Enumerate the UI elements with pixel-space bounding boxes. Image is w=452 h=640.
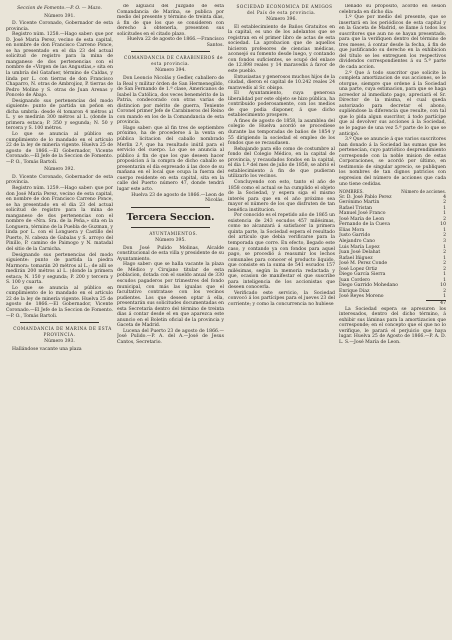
notice-body: A fines de agosto de 1858, la asamblea del colegio de Huelva acordó se procediese durante las temporadas de baños de 1854 y 55 dirigiendo la sociedad el empleo de los fondos que se recaudasen. (228, 118, 335, 147)
notice-number: Número 395. (155, 238, 186, 244)
notice-body: 1.º Que por medio del presente, que se insertará en los periódicos de esta capital y en la Gaceta de Madrid, se llame á todos los suscritores que aun no se hayan presentado, para que la verifiquen dentro del término de tres meses, á contar desde la fecha, á fin de que justificando su derecho en la exhibicion del título se les entreguen los respectivos dividendos correspondientes á su 5.ª parte de cada accion. (339, 15, 446, 71)
shareholder-name: Manuel José Franco (339, 211, 386, 217)
divider (20, 322, 99, 323)
notice-issuer: D. Vicente Coronado, Gobernador de esta provincia. (6, 21, 113, 32)
notice-body: Registro núm. 1259.—Hago saber: que por don José María Perez, vecino de esta capital, en nombre de don Francisco Carreno Ponce, se ha presentado en el dia 23 del actual solicitud de registro para la mina de manganeso de dos pertenencias con el nombre de «Nra. Sra. de la Peña,» sita en la Longuera, término de la Puebla de Guzman, y linda por L. con el Longuera y Castillo del Puerto, N. cabeza de Gabalas y S. arroyo del Pinillo, P. camino de Paimogo y N. matadal del sitio de la Carnicha. (6, 185, 113, 252)
notice-body: El Ayuntamiento, cuya generosa liberalidad por este objeto se hizo pública, ha contribuido poderosamente, con los medios de que podia disponer, á que dicho establecimiento prospere. (228, 91, 335, 119)
shares-total: 47 (426, 300, 446, 307)
notice-body: La Sociedad espera se apresuren los interesados, dentro del dicho término, á exhibir sus láminas para la amortizacion que corresponde; en el concepto que el que no lo verifique, le parará el perjuicio que haya lugar. Huelva 25 de Agosto de 1866.—P. A. D. L. S.—José María de Leon. (339, 306, 446, 345)
shareholder-shares: 2 (443, 233, 446, 239)
notice-number: Número 392. (44, 167, 75, 173)
notice-body: Rebajando para ello como de costumbre al fondo del Colegio Médico, en la capital de provincia, y recaudados fondos en la capital, el dia 1.º del mes de julio de 1858, se abrió el establecimiento á fin de que pudieran utilizarlo los vecinos. (228, 146, 335, 180)
column-2 (117, 4, 224, 640)
shareholder-shares: 1 (443, 205, 446, 211)
section-heading: SOCIEDAD ECONÓMICA DE AMIGOS del País de esta provincia. (236, 4, 333, 15)
notice-body: 2.º Que á todo suscritor que solicite la completa amortizacion de sus acciones, se le otorgue, siempre que ordene á la Sociedad una parte, cuya estimacion, para que se haga acreedor al inmediato pago, apreciará el Sr. Director de la misma, el cual queda autorizado para decretar el abono, supliéndose la diferencia que resulte, con tal que lo pida algun suscritor, á todo partícipe que al devolver sus acciones á la Sociedad, se le pague de una vez 5.ª parte de lo que se anticipó. (339, 70, 446, 137)
notice-number: Número 391. (44, 13, 75, 19)
notice-body: Verificado este servicio, la Sociedad convocó á los partícipes para el jueves 23 del corriente; y como la concurrencia no hubiese (228, 290, 335, 307)
shareholder-name: Elias Mora (339, 227, 365, 233)
notice-number: Número 396. (266, 17, 297, 23)
column-3 (228, 4, 335, 640)
shareholder-name: Rafael Iñiguez (339, 255, 373, 261)
notice-number: Número 394. (155, 68, 186, 74)
shareholder-shares: 10 (440, 283, 446, 289)
notice-body: Designando sus pertenencias del modo siguiente: punto de partida la piedra Marmora: tomarán 20 métros al L.; de allí se medirán 200 métros al L. (donde la primera estaca; N. 150 y segunda; P. 200 y tercera y S. 100 y cuarta. (6, 252, 113, 286)
notice-body: Hago saber: que se halla vacante la plaza de Médico y Cirujano titular de esta poblacion, dotada con el sueldo anual de 330 escudos pagaderos por trimestres del fondo municipal, con más las igualas que el facultativo contratase con los vecinos pudientes. Los que deseen optar á ella, presentarán sus solicitudes documentadas en esta Secretaría dentro del término de treinta dias á contar desde el en que aparezca este anuncio en el Boletin oficial de la provincia y Gaceta de Madrid. (117, 262, 224, 329)
section-title: Tercera Seccion. (126, 211, 215, 223)
shareholder-shares: 2 (443, 288, 446, 294)
notice-issuer: Don José Pulido Molinas, Alcalde constitucional de esta villa y presidente de su Ayuntamiento. (117, 245, 224, 262)
shareholder-name: José Reyes Moreno (339, 294, 384, 300)
shareholder-name: José María de Leon (339, 216, 385, 222)
shareholder-shares: 1 (443, 277, 446, 283)
divider (131, 51, 210, 52)
shareholder-shares: 1 (443, 255, 446, 261)
shareholder-name: Alejandro Cano (339, 238, 375, 244)
notice-body: llenado su propósito, acordó en sesion celebrada en dicho dia: (339, 4, 446, 15)
notice-body: Por conocido es el repetido año de 1865 un existencia de 243 escudos 457 milésimas, como no alcanzará á satisfacer la primera quinta parte, la Sociedad espera el resultado del artículo que debia verificarse para la temporada que corre. En efecto, llegado este caso, y contando ya con fondos para aquel pago, se procedió á reasumir los lechos comunales para conocer el producto liquido, que consiste en la suma de 541 escudos 157 milésimas, según la memoria redactada y que, ocasion de manifestar el que suscribe para inteligencia de los accionistas que deseen conocerla. (228, 213, 335, 291)
shareholder-name: Rafael Tristan (339, 205, 373, 211)
notice-body: Lo que se anuncia al público en cumplimiento de lo mandado en el artículo 22 de la ley de minería vigente. Huelva 25 de agosto de 1866.—El Gobernador, Vicente Coronado.—El Jefe de la Seccion de Fomento.—P. O., Tomás Bartoli. (6, 285, 113, 319)
shareholder-shares: 3 (443, 238, 446, 244)
shareholder-name: Juan Cordero (339, 277, 371, 283)
shareholder-name: Fernando de la Cueva (339, 222, 390, 228)
notice-body: Hago saber: que al fin tres de septiembre próximo, ha de procederse á la venta en pública licitacion del caballo nombrado Merlin 2.º, que ha resultado inútil para el servicio del cuerpo. Lo que se anuncia al público á fin de que los que deseen hacer proposicion á la compra de dicho caballo se presentarán el día espresado á las doce de su mañana en el local que ocupa la fuerza del cuerpo residente en esta capital, sita en la calle del Puerto número 47, donde tendrá lugar este acto. (117, 125, 224, 192)
notice-body: Concluyendo con esto, tanto el año de 1858 como el actual se ha cumplido el objeto de la Sociedad, y espera siga el mismo interés para que en el año próximo sea mayor el número de los que disfruten de tan benéfica institucion. (228, 179, 335, 213)
shareholder-shares: 2 (443, 261, 446, 267)
notice-body: Hallándose vacante una plaza (12, 346, 82, 352)
shareholder-name: Justo Garrido (339, 233, 371, 239)
notice-signature: Lucena del Puerto 23 de agosto de 1866.—José Pulido.—P. A. del A.—José de Jesus Cantos, Secretario. (117, 328, 224, 345)
notice-body: Lo que se anuncia al público en cumplimiento de lo mandado en el artículo 22 de la ley de minería vigente. Huelva 25 de agosto de 1866.—El Gobernador, Vicente Coronado.—El Jefe de la Seccion de Fomento.—P. O., Tomás Bartoli. (6, 132, 113, 165)
notice-number: Número 393. (44, 339, 75, 345)
section-heading: AYUNTAMIENTOS. (149, 230, 198, 236)
shareholder-list (339, 195, 446, 300)
shareholder-name: Juan José Delahat (339, 250, 381, 256)
shareholder-shares: 1 (443, 294, 446, 300)
notice-issuer: D. Vicente Coronado, Gobernador de esta provincia. (6, 174, 113, 186)
column-4 (339, 4, 446, 640)
notice-signature: Huelva 23 de agosto de 1866.—Leon de Nicolás. (131, 192, 224, 204)
shareholder-shares: 1 (443, 244, 446, 250)
shareholder-shares: 1 (443, 211, 446, 217)
shareholder-name: Luis María Lopez (339, 244, 380, 250)
shareholder-name: José M. Perez Conde (339, 261, 388, 267)
shareholder-shares: 1 (443, 227, 446, 233)
shareholder-name: Diego Garrido Mohedano (339, 283, 399, 289)
shareholder-shares: 1 (443, 272, 446, 278)
notice-body: Registro núm. 1258.—Hago saber: que por D. José Maria Perez, vecino de esta capital, en nombre de don Francisco Carreno Ponce, se ha presentado en el dia 23 del actual solicitud de registro para la mina de manganeso de dos pertenencias con el nombre de «Virgen de las Angustias,» sita en la umbría del Gatafuer, término de Caldas, y linda por L. con tierras de don Francisco Chaparro, N. otras de Ambrojioz, P. tierras de Pedro Molino y S. otras de Juan Arenas y Poncelo de Abajo. (6, 32, 113, 99)
shareholder-shares: 4 (443, 194, 446, 200)
section-heading: COMANDANCIA DE MARINA DE ESTA PROVINCIA. (13, 326, 112, 337)
section-heading: COMANDANCIA DE CARABINEROS de esta provincia. (124, 55, 223, 66)
divider (131, 227, 210, 228)
shares-heading: Número de acciones. (401, 189, 446, 195)
notice-body: Entusiastas y generosos muchos hijos de la ciudad, dieron el capital de 10.242 reales 24 maravedís al Sr. obispo. (228, 74, 335, 91)
shareholder-shares: 10 (440, 222, 446, 228)
section-label: Seccion de Fomento.—P. O. — Mazo. (17, 6, 102, 11)
names-heading: NOMBRES. (339, 189, 364, 195)
shareholder-name: Diego García Sierra (339, 272, 386, 278)
notice-body: 3.º Que se anuncie á que varios suscritores han donado á la Sociedad las sumas que les pertenecían, cuyo patriótico desprendimiento corresponde con la noble mision de estas Corporaciones, se acordó por último, en testimonio de singular aprecio, se publiquen los nombres de tan dignos patricios con espresion del número de acciones que cada uno tiene cedidas. (339, 137, 446, 187)
shareholder-name: José Lopez Ortiz (339, 266, 378, 272)
divider (131, 207, 210, 208)
notice-signature: Huelva 22 de agosto de 1866.—Francisco Santos. (127, 37, 224, 48)
notice-body: de alguacil del Juzgado de esta Comandancia de Marina, se publica por medio del presente y término de treinta días, á fin de que los que se consideren con derecho á obtenerla, presenten sus solicitudes en el citado plazo. (117, 4, 224, 37)
shareholder-shares: 2 (443, 266, 446, 272)
shareholder-shares: 2 (443, 250, 446, 256)
shareholder-shares: 2 (443, 216, 446, 222)
notice-body: Don Leoncio Nicolás y Gedler, caballero de la Real y militar órden de San Hermenegildo, de San Fernando de 1.ª clase, Americanos de Isabel la Católica, dos veces benemérito de la Patria, condecorado con otras varias de distincion por mérito de guerra, Teniente Coronel primer Jefe de Carabineros del Reino con mando en los de la Comandancia de esta provincia. (117, 76, 224, 126)
notice-body: El establecimiento de Baños Gratuitos en la capital, es uno de los adelantos que se registran en el primer libro de actas de esta sociedad. La aprobacion que de aquellos hicieron profesores de ciencias médicas, aconsejó su fomento desde luego, y contando con fondos suficientes, se ocupó del enlace de 12.898 reales y 14 maravedís á favor de este pueblo. (228, 24, 335, 75)
shareholder-name: Gerónimo Martin (339, 200, 380, 206)
shareholder-shares: 2 (443, 200, 446, 206)
shareholder-name: Enrique Díaz (339, 288, 370, 294)
column-1 (6, 4, 113, 640)
notice-body: Designando sus pertenencias del modo siguiente: punto de partida un peñon en dicha umbría: desde él tomaron 4 métros al L. y se medirán 300 métros al L. (donde la primera estaca; P. 350 y segunda; N. 50 y tercera y S. 100 métros. (6, 98, 113, 132)
shareholder-name: Sr. D. José Pablo Perez (339, 194, 392, 200)
